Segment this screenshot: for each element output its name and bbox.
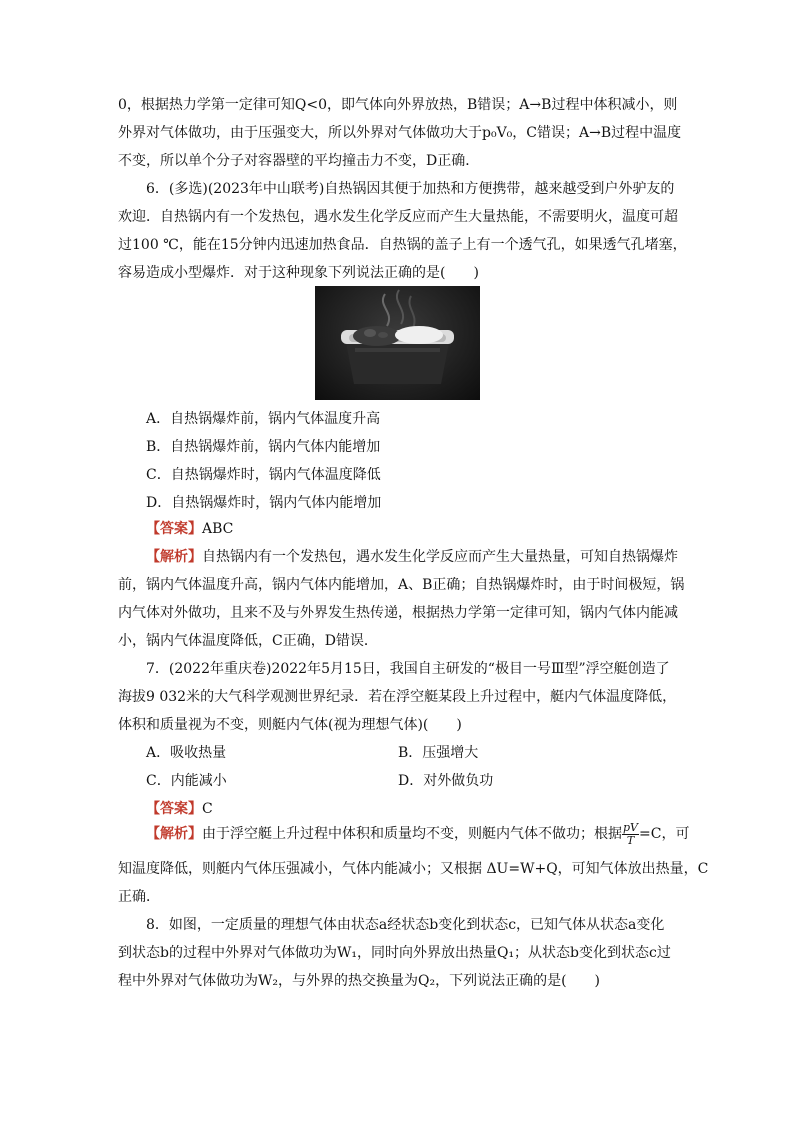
- q6-analysis-text-1: 自热锅内有一个发热包，遇水发生化学反应而产生大量热量，可知自热锅爆炸: [202, 549, 678, 565]
- q7-analysis-label: 【解析】: [146, 826, 202, 842]
- q7-option-d: D．对外做负功: [398, 773, 494, 789]
- q8-stem-line-3: 程中外界对气体做功为W₂，与外界的热交换量为Q₂，下列说法正确的是( ): [118, 973, 601, 989]
- q6-stem-line-2: 欢迎．自热锅内有一个发热包，遇水发生化学反应而产生大量热能，不需要明火，温度可超: [118, 209, 678, 225]
- pv-over-t-fraction: [622, 822, 639, 847]
- fraction-numerator: pV: [623, 820, 638, 834]
- q6-stem-line-4: 容易造成小型爆炸．对于这种现象下列说法正确的是( ): [118, 265, 479, 281]
- prev-solution-line-2: 外界对气体做功，由于压强变大，所以外界对气体做功大于p₀V₀，C错误；A→B过程中温度: [118, 125, 682, 141]
- q6-answer-value: ABC: [202, 521, 234, 537]
- q7-stem-line-2: 海拔9 032米的大气科学观测世界纪录．若在浮空艇某段上升过程中，艇内气体温度降低，: [118, 689, 677, 705]
- q6-stem-line-3: 过100 ℃，能在15分钟内迅速加热食品．自热锅的盖子上有一个透气孔，如果透气孔堵塞，: [118, 237, 687, 253]
- prev-solution-line-3: 不变，所以单个分子对容器壁的平均撞击力不变，D正确．: [118, 153, 480, 169]
- q6-analysis-line-1: [146, 548, 678, 566]
- q6-analysis-label: 【解析】: [146, 549, 202, 565]
- q6-answer: [146, 520, 233, 538]
- q8-stem-line-1: 8．如图，一定质量的理想气体由状态a经状态b变化到状态c，已知气体从状态a变化: [146, 917, 665, 933]
- q6-answer-label: 【答案】: [146, 521, 202, 537]
- self-heating-pot-photo: [315, 286, 480, 400]
- q7-analysis-line-3: 正确．: [118, 889, 160, 905]
- q6-analysis-line-3: 内气体对外做功，且来不及与外界发生热传递，根据热力学第一定律可知，锅内气体内能减: [118, 605, 678, 621]
- q6-stem-line-1: 6．(多选)(2023年中山联考)自热锅因其便于加热和方便携带，越来越受到户外驴友的: [146, 181, 675, 197]
- q6-analysis-line-4: 小，锅内气体温度降低，C正确，D错误．: [118, 633, 378, 649]
- q7-answer: [146, 800, 213, 818]
- self-heating-pot-illustration: [315, 286, 480, 400]
- q7-analysis-text-1a: 由于浮空艇上升过程中体积和质量均不变，则艇内气体不做功；根据: [202, 826, 622, 842]
- q7-option-b: B．压强增大: [398, 745, 479, 761]
- q7-answer-label: 【答案】: [146, 801, 202, 817]
- fraction-denominator: T: [626, 833, 635, 847]
- q6-option-c: C．自热锅爆炸时，锅内气体温度降低: [146, 467, 381, 483]
- q6-analysis-line-2: 前，锅内气体温度升高，锅内气体内能增加，A、B正确；自热锅爆炸时，由于时间极短，锅: [118, 577, 685, 593]
- q7-analysis-line-2: 知温度降低，则艇内气体压强减小，气体内能减小；又根据 ΔU=W+Q，可知气体放出热量，C: [118, 861, 709, 877]
- q6-option-d: D．自热锅爆炸时，锅内气体内能增加: [146, 495, 382, 511]
- q7-analysis-text-1b: =C，可: [639, 826, 690, 842]
- q7-option-c: C．内能减小: [146, 773, 227, 789]
- q7-option-a: A．吸收热量: [146, 745, 227, 761]
- q6-option-b: B．自热锅爆炸前，锅内气体内能增加: [146, 439, 381, 455]
- q7-answer-value: C: [202, 801, 213, 817]
- q8-stem-line-2: 到状态b的过程中外界对气体做功为W₁，同时向外界放出热量Q₁；从状态b变化到状态c过: [118, 945, 671, 961]
- q7-stem-line-3: 体积和质量视为不变，则艇内气体(视为理想气体)( ): [118, 717, 462, 733]
- q7-stem-line-1: 7．(2022年重庆卷)2022年5月15日，我国自主研发的“极目一号Ⅲ型”浮空艇创造了: [146, 661, 670, 677]
- prev-solution-line-1: 0，根据热力学第一定律可知Q<0，即气体向外界放热，B错误；A→B过程中体积减小，则: [118, 97, 678, 113]
- q7-analysis-line-1: [146, 820, 689, 848]
- q6-option-a: A．自热锅爆炸前，锅内气体温度升高: [146, 411, 381, 427]
